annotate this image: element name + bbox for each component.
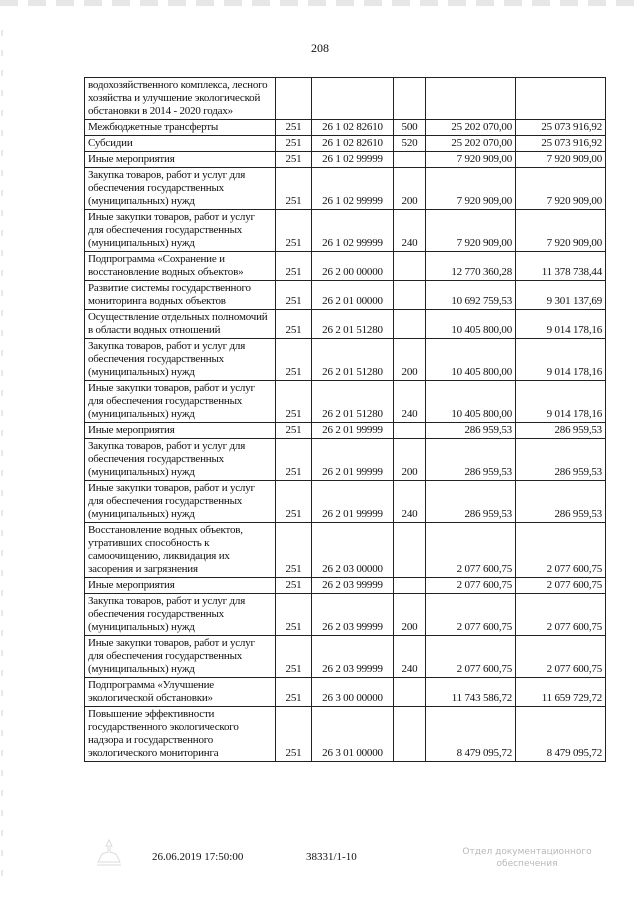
- row-amount-plan-cell: 7 920 909,00: [426, 168, 516, 210]
- row-name-cell: Иные закупки товаров, работ и услуг для обеспечения государственных (муниципальных) нужд: [85, 481, 276, 523]
- row-code-cell: 251: [276, 381, 312, 423]
- row-code-cell: 251: [276, 136, 312, 152]
- row-csr-cell: 26 1 02 82610: [312, 120, 394, 136]
- row-vr-cell: [394, 523, 426, 578]
- row-name-cell: Восстановление водных объектов, утративших способность к самоочищению, ликвидация их засорения и загрязнения: [85, 523, 276, 578]
- row-amount-plan-cell: 10 405 800,00: [426, 339, 516, 381]
- table-row: [85, 210, 606, 252]
- row-code-cell: 251: [276, 310, 312, 339]
- row-amount-actual-cell: 286 959,53: [516, 423, 606, 439]
- row-code-cell: 251: [276, 481, 312, 523]
- row-csr-cell: 26 1 02 82610: [312, 136, 394, 152]
- table-row: [85, 481, 606, 523]
- row-amount-actual-cell: 7 920 909,00: [516, 152, 606, 168]
- row-code-cell: 251: [276, 707, 312, 762]
- table-row: [85, 678, 606, 707]
- row-amount-plan-cell: 25 202 070,00: [426, 136, 516, 152]
- row-vr-cell: 500: [394, 120, 426, 136]
- row-amount-plan-cell: 286 959,53: [426, 481, 516, 523]
- row-amount-plan-cell: 2 077 600,75: [426, 523, 516, 578]
- row-code-cell: 251: [276, 636, 312, 678]
- row-amount-plan-cell: 7 920 909,00: [426, 210, 516, 252]
- row-vr-cell: [394, 281, 426, 310]
- row-vr-cell: 520: [394, 136, 426, 152]
- row-name-cell: Иные мероприятия: [85, 423, 276, 439]
- scan-edge-top: [0, 0, 640, 6]
- row-vr-cell: [394, 578, 426, 594]
- table-row: [85, 439, 606, 481]
- row-vr-cell: [394, 423, 426, 439]
- row-csr-cell: 26 2 03 99999: [312, 636, 394, 678]
- row-name-cell: Межбюджетные трансферты: [85, 120, 276, 136]
- table-row: [85, 120, 606, 136]
- row-amount-actual-cell: 2 077 600,75: [516, 636, 606, 678]
- row-amount-plan-cell: 7 920 909,00: [426, 152, 516, 168]
- row-csr-cell: 26 2 01 99999: [312, 439, 394, 481]
- row-vr-cell: 200: [394, 168, 426, 210]
- row-csr-cell: 26 1 02 99999: [312, 152, 394, 168]
- row-name-cell: Иные мероприятия: [85, 578, 276, 594]
- row-name-cell: Подпрограмма «Улучшение экологической обстановки»: [85, 678, 276, 707]
- row-name-cell: Закупка товаров, работ и услуг для обеспечения государственных (муниципальных) нужд: [85, 439, 276, 481]
- footer-watermark: Отдел документационного обеспечения: [462, 847, 592, 869]
- row-vr-cell: 240: [394, 381, 426, 423]
- row-amount-plan-cell: 286 959,53: [426, 439, 516, 481]
- row-csr-cell: 26 2 01 99999: [312, 481, 394, 523]
- row-amount-actual-cell: 9 301 137,69: [516, 281, 606, 310]
- row-name-cell: Иные закупки товаров, работ и услуг для обеспечения государственных (муниципальных) нужд: [85, 210, 276, 252]
- row-vr-cell: [394, 678, 426, 707]
- row-name-cell: Иные закупки товаров, работ и услуг для обеспечения государственных (муниципальных) нужд: [85, 636, 276, 678]
- row-code-cell: 251: [276, 439, 312, 481]
- table-row: [85, 168, 606, 210]
- row-amount-actual-cell: 9 014 178,16: [516, 381, 606, 423]
- row-vr-cell: [394, 78, 426, 120]
- row-vr-cell: [394, 707, 426, 762]
- row-amount-actual-cell: 9 014 178,16: [516, 310, 606, 339]
- row-csr-cell: 26 3 00 00000: [312, 678, 394, 707]
- row-vr-cell: 240: [394, 210, 426, 252]
- row-name-cell: Осуществление отдельных полномочий в области водных отношений: [85, 310, 276, 339]
- row-amount-actual-cell: 2 077 600,75: [516, 578, 606, 594]
- row-csr-cell: 26 2 01 00000: [312, 281, 394, 310]
- row-csr-cell: 26 2 01 51280: [312, 310, 394, 339]
- row-csr-cell: 26 2 01 51280: [312, 381, 394, 423]
- footer-datetime: 26.06.2019 17:50:00: [152, 851, 244, 863]
- row-name-cell: Закупка товаров, работ и услуг для обеспечения государственных (муниципальных) нужд: [85, 168, 276, 210]
- row-amount-actual-cell: 11 378 738,44: [516, 252, 606, 281]
- row-amount-plan-cell: 11 743 586,72: [426, 678, 516, 707]
- row-code-cell: 251: [276, 523, 312, 578]
- row-amount-plan-cell: 25 202 070,00: [426, 120, 516, 136]
- table-row: [85, 381, 606, 423]
- table-row: [85, 152, 606, 168]
- row-code-cell: 251: [276, 678, 312, 707]
- table-row: [85, 136, 606, 152]
- table-row: [85, 252, 606, 281]
- row-amount-plan-cell: 2 077 600,75: [426, 594, 516, 636]
- row-name-cell: Закупка товаров, работ и услуг для обеспечения государственных (муниципальных) нужд: [85, 594, 276, 636]
- row-code-cell: [276, 78, 312, 120]
- row-name-cell: Субсидии: [85, 136, 276, 152]
- row-code-cell: 251: [276, 210, 312, 252]
- row-code-cell: 251: [276, 152, 312, 168]
- row-code-cell: 251: [276, 339, 312, 381]
- row-amount-actual-cell: 286 959,53: [516, 439, 606, 481]
- row-code-cell: 251: [276, 120, 312, 136]
- row-amount-actual-cell: 2 077 600,75: [516, 594, 606, 636]
- row-amount-actual-cell: 7 920 909,00: [516, 210, 606, 252]
- row-amount-plan-cell: 10 692 759,53: [426, 281, 516, 310]
- stamp-icon: [96, 838, 122, 868]
- row-amount-plan-cell: [426, 78, 516, 120]
- row-name-cell: Повышение эффективности государственного экологического надзора и государственного экологического мониторинга: [85, 707, 276, 762]
- row-amount-plan-cell: 12 770 360,28: [426, 252, 516, 281]
- table-row: [85, 636, 606, 678]
- row-amount-actual-cell: [516, 78, 606, 120]
- row-csr-cell: 26 2 01 51280: [312, 339, 394, 381]
- row-name-cell: водохозяйственного комплекса, лесного хозяйства и улучшение экологической обстановки в 2014 - 2020 годах»: [85, 78, 276, 120]
- row-name-cell: Закупка товаров, работ и услуг для обеспечения государственных (муниципальных) нужд: [85, 339, 276, 381]
- row-csr-cell: 26 2 03 99999: [312, 594, 394, 636]
- row-csr-cell: 26 2 03 00000: [312, 523, 394, 578]
- row-name-cell: Подпрограмма «Сохранение и восстановление водных объектов»: [85, 252, 276, 281]
- row-csr-cell: 26 2 00 00000: [312, 252, 394, 281]
- row-csr-cell: 26 1 02 99999: [312, 168, 394, 210]
- row-csr-cell: 26 1 02 99999: [312, 210, 394, 252]
- row-amount-actual-cell: 11 659 729,72: [516, 678, 606, 707]
- row-csr-cell: 26 3 01 00000: [312, 707, 394, 762]
- row-vr-cell: [394, 310, 426, 339]
- table-row: [85, 281, 606, 310]
- row-vr-cell: [394, 152, 426, 168]
- row-amount-actual-cell: 7 920 909,00: [516, 168, 606, 210]
- row-code-cell: 251: [276, 578, 312, 594]
- row-amount-plan-cell: 10 405 800,00: [426, 310, 516, 339]
- row-vr-cell: 240: [394, 636, 426, 678]
- table-row: [85, 339, 606, 381]
- table-row: [85, 578, 606, 594]
- row-vr-cell: 200: [394, 339, 426, 381]
- table-row: [85, 423, 606, 439]
- row-amount-plan-cell: 2 077 600,75: [426, 578, 516, 594]
- budget-table: [84, 77, 606, 762]
- table-row: [85, 523, 606, 578]
- row-csr-cell: [312, 78, 394, 120]
- row-name-cell: Развитие системы государственного мониторинга водных объектов: [85, 281, 276, 310]
- table-row: [85, 310, 606, 339]
- row-amount-actual-cell: 2 077 600,75: [516, 523, 606, 578]
- footer-doc-number: 38331/1-10: [306, 851, 357, 863]
- row-vr-cell: [394, 252, 426, 281]
- row-amount-actual-cell: 25 073 916,92: [516, 136, 606, 152]
- row-code-cell: 251: [276, 168, 312, 210]
- table-row: [85, 78, 606, 120]
- row-vr-cell: 240: [394, 481, 426, 523]
- row-amount-actual-cell: 25 073 916,92: [516, 120, 606, 136]
- table-row: [85, 707, 606, 762]
- row-amount-plan-cell: 286 959,53: [426, 423, 516, 439]
- page-number: 208: [311, 41, 329, 55]
- row-code-cell: 251: [276, 423, 312, 439]
- row-name-cell: Иные мероприятия: [85, 152, 276, 168]
- row-code-cell: 251: [276, 281, 312, 310]
- table-body: [85, 78, 606, 762]
- row-csr-cell: 26 2 01 99999: [312, 423, 394, 439]
- row-vr-cell: 200: [394, 439, 426, 481]
- row-amount-plan-cell: 2 077 600,75: [426, 636, 516, 678]
- row-name-cell: Иные закупки товаров, работ и услуг для обеспечения государственных (муниципальных) нужд: [85, 381, 276, 423]
- row-amount-actual-cell: 8 479 095,72: [516, 707, 606, 762]
- row-amount-plan-cell: 10 405 800,00: [426, 381, 516, 423]
- scan-edge-left: [1, 30, 3, 890]
- row-vr-cell: 200: [394, 594, 426, 636]
- row-amount-actual-cell: 286 959,53: [516, 481, 606, 523]
- row-code-cell: 251: [276, 252, 312, 281]
- row-amount-plan-cell: 8 479 095,72: [426, 707, 516, 762]
- table-row: [85, 594, 606, 636]
- row-amount-actual-cell: 9 014 178,16: [516, 339, 606, 381]
- row-code-cell: 251: [276, 594, 312, 636]
- row-csr-cell: 26 2 03 99999: [312, 578, 394, 594]
